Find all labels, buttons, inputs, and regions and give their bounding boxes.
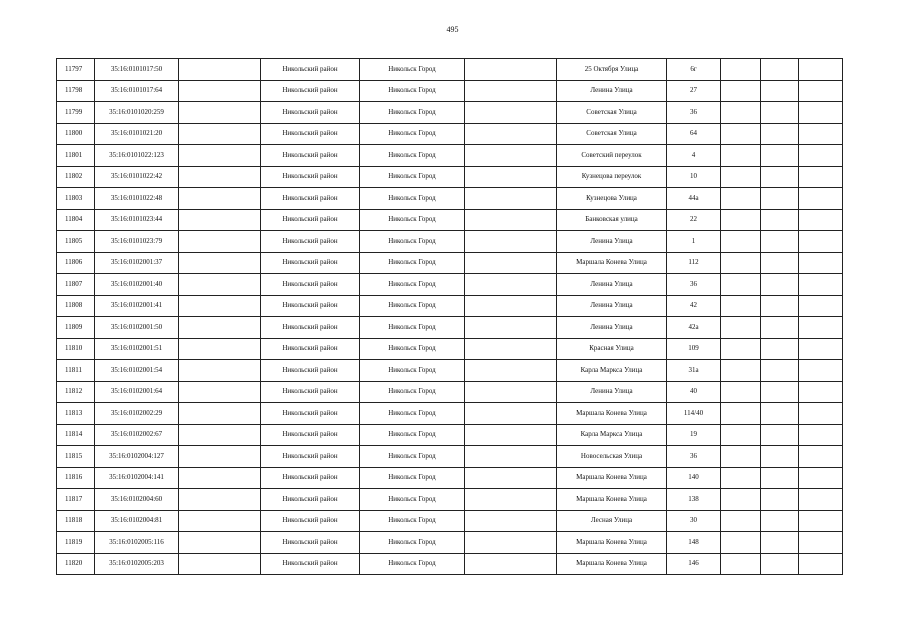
cell-empty — [761, 381, 799, 403]
cell-empty — [179, 209, 261, 231]
cell-empty — [465, 446, 557, 468]
cell-record-number: 11809 — [57, 317, 95, 339]
cell-empty — [179, 80, 261, 102]
cell-empty — [179, 145, 261, 167]
cell-street: Ленина Улица — [557, 381, 667, 403]
cell-city: Никольск Город — [360, 274, 465, 296]
cell-empty — [465, 231, 557, 253]
cell-empty — [721, 510, 761, 532]
cell-record-number: 11812 — [57, 381, 95, 403]
cell-district: Никольский район — [261, 295, 360, 317]
cell-street: Советская Улица — [557, 102, 667, 124]
cell-record-number: 11820 — [57, 553, 95, 575]
cell-house-number: 36 — [667, 102, 721, 124]
cell-record-number: 11802 — [57, 166, 95, 188]
cell-record-number: 11816 — [57, 467, 95, 489]
cell-city: Никольск Город — [360, 295, 465, 317]
cell-empty — [799, 274, 843, 296]
cell-city: Никольск Город — [360, 188, 465, 210]
cell-house-number: 44а — [667, 188, 721, 210]
cell-house-number: 27 — [667, 80, 721, 102]
cell-district: Никольский район — [261, 403, 360, 425]
cell-street: Карла Маркса Улица — [557, 424, 667, 446]
cell-empty — [761, 231, 799, 253]
cell-empty — [761, 145, 799, 167]
cell-cadastral-number: 35:16:0102005:203 — [95, 553, 179, 575]
table-row — [57, 360, 843, 382]
cell-house-number: 140 — [667, 467, 721, 489]
cell-cadastral-number: 35:16:0101022:48 — [95, 188, 179, 210]
cell-empty — [465, 403, 557, 425]
cell-street: Маршала Конева Улица — [557, 553, 667, 575]
cell-district: Никольский район — [261, 532, 360, 554]
cell-cadastral-number: 35:16:0102001:64 — [95, 381, 179, 403]
cell-district: Никольский район — [261, 123, 360, 145]
table-body — [57, 59, 843, 575]
table-row — [57, 317, 843, 339]
cell-empty — [799, 510, 843, 532]
cell-empty — [179, 274, 261, 296]
cell-empty — [761, 80, 799, 102]
cell-empty — [179, 403, 261, 425]
cell-house-number: 1 — [667, 231, 721, 253]
cell-empty — [179, 317, 261, 339]
cell-empty — [465, 489, 557, 511]
cell-empty — [465, 532, 557, 554]
cell-cadastral-number: 35:16:0101022:42 — [95, 166, 179, 188]
cell-record-number: 11817 — [57, 489, 95, 511]
cell-record-number: 11819 — [57, 532, 95, 554]
cell-city: Никольск Город — [360, 446, 465, 468]
cell-house-number: 109 — [667, 338, 721, 360]
cell-empty — [721, 209, 761, 231]
cell-record-number: 11815 — [57, 446, 95, 468]
cell-cadastral-number: 35:16:0101022:123 — [95, 145, 179, 167]
cell-empty — [761, 59, 799, 81]
cell-district: Никольский район — [261, 59, 360, 81]
cell-city: Никольск Город — [360, 145, 465, 167]
cell-empty — [799, 295, 843, 317]
cell-empty — [761, 338, 799, 360]
cell-empty — [799, 317, 843, 339]
cell-cadastral-number: 35:16:0101021:20 — [95, 123, 179, 145]
cell-house-number: 22 — [667, 209, 721, 231]
cell-empty — [179, 123, 261, 145]
cell-house-number: 64 — [667, 123, 721, 145]
cell-empty — [721, 317, 761, 339]
cell-empty — [721, 338, 761, 360]
cell-empty — [179, 252, 261, 274]
cell-district: Никольский район — [261, 446, 360, 468]
cell-empty — [721, 166, 761, 188]
cell-empty — [799, 360, 843, 382]
cell-empty — [761, 274, 799, 296]
cell-empty — [799, 59, 843, 81]
cell-empty — [465, 123, 557, 145]
cell-district: Никольский район — [261, 102, 360, 124]
cell-cadastral-number: 35:16:0102002:29 — [95, 403, 179, 425]
table-row — [57, 510, 843, 532]
cell-empty — [721, 80, 761, 102]
cell-cadastral-number: 35:16:0102004:60 — [95, 489, 179, 511]
cell-house-number: 42а — [667, 317, 721, 339]
cell-cadastral-number: 35:16:0101017:50 — [95, 59, 179, 81]
cell-district: Никольский район — [261, 209, 360, 231]
cell-record-number: 11813 — [57, 403, 95, 425]
cell-empty — [761, 424, 799, 446]
cell-record-number: 11806 — [57, 252, 95, 274]
cell-house-number: 40 — [667, 381, 721, 403]
cell-empty — [721, 123, 761, 145]
table-row — [57, 274, 843, 296]
table-row — [57, 553, 843, 575]
cell-city: Никольск Город — [360, 553, 465, 575]
cell-city: Никольск Город — [360, 166, 465, 188]
cell-street: Советская Улица — [557, 123, 667, 145]
cell-street: Ленина Улица — [557, 317, 667, 339]
cell-district: Никольский район — [261, 274, 360, 296]
cell-empty — [179, 510, 261, 532]
cell-record-number: 11801 — [57, 145, 95, 167]
cell-street: Маршала Конева Улица — [557, 403, 667, 425]
cell-empty — [179, 467, 261, 489]
cell-house-number: 112 — [667, 252, 721, 274]
cell-city: Никольск Город — [360, 209, 465, 231]
cell-empty — [799, 252, 843, 274]
cell-empty — [761, 295, 799, 317]
cell-empty — [465, 102, 557, 124]
cell-district: Никольский район — [261, 489, 360, 511]
cell-street: Маршала Конева Улица — [557, 489, 667, 511]
cell-record-number: 11803 — [57, 188, 95, 210]
table-row — [57, 489, 843, 511]
cell-empty — [465, 424, 557, 446]
cell-city: Никольск Город — [360, 123, 465, 145]
table-row — [57, 80, 843, 102]
cell-empty — [799, 209, 843, 231]
table-row — [57, 424, 843, 446]
cell-street: Лесная Улица — [557, 510, 667, 532]
cell-city: Никольск Город — [360, 80, 465, 102]
cell-cadastral-number: 35:16:0102001:40 — [95, 274, 179, 296]
table-row — [57, 295, 843, 317]
cell-empty — [179, 166, 261, 188]
cell-street: Карла Маркса Улица — [557, 360, 667, 382]
page-number: 495 — [446, 25, 459, 34]
table-row — [57, 446, 843, 468]
cell-street: Маршала Конева Улица — [557, 532, 667, 554]
table-row — [57, 338, 843, 360]
cell-district: Никольский район — [261, 510, 360, 532]
cell-record-number: 11797 — [57, 59, 95, 81]
cell-record-number: 11800 — [57, 123, 95, 145]
cell-empty — [721, 59, 761, 81]
cell-empty — [721, 467, 761, 489]
cell-empty — [721, 295, 761, 317]
cell-empty — [465, 510, 557, 532]
cell-district: Никольский район — [261, 145, 360, 167]
table-row — [57, 209, 843, 231]
table-row — [57, 467, 843, 489]
cell-empty — [465, 145, 557, 167]
cell-street: Кузнецова Улица — [557, 188, 667, 210]
cell-empty — [465, 360, 557, 382]
table-row — [57, 532, 843, 554]
cell-city: Никольск Город — [360, 59, 465, 81]
cell-empty — [761, 209, 799, 231]
cell-empty — [465, 59, 557, 81]
cell-house-number: 36 — [667, 274, 721, 296]
cell-house-number: 146 — [667, 553, 721, 575]
cell-house-number: 114/40 — [667, 403, 721, 425]
cell-empty — [799, 553, 843, 575]
cell-empty — [799, 145, 843, 167]
cell-empty — [799, 467, 843, 489]
cell-cadastral-number: 35:16:0101020:259 — [95, 102, 179, 124]
cell-empty — [179, 360, 261, 382]
cell-city: Никольск Город — [360, 510, 465, 532]
cell-empty — [465, 252, 557, 274]
cell-city: Никольск Город — [360, 532, 465, 554]
cell-empty — [179, 338, 261, 360]
cell-record-number: 11808 — [57, 295, 95, 317]
cell-empty — [761, 403, 799, 425]
cell-empty — [179, 59, 261, 81]
cell-city: Никольск Город — [360, 338, 465, 360]
cell-empty — [799, 188, 843, 210]
cell-cadastral-number: 35:16:0101023:79 — [95, 231, 179, 253]
cell-city: Никольск Город — [360, 489, 465, 511]
cell-street: Красная Улица — [557, 338, 667, 360]
cell-record-number: 11804 — [57, 209, 95, 231]
cell-empty — [465, 467, 557, 489]
cell-empty — [799, 102, 843, 124]
cell-district: Никольский район — [261, 467, 360, 489]
cell-empty — [179, 424, 261, 446]
cell-cadastral-number: 35:16:0102005:116 — [95, 532, 179, 554]
cell-record-number: 11818 — [57, 510, 95, 532]
table-row — [57, 381, 843, 403]
cell-empty — [465, 338, 557, 360]
cell-empty — [721, 403, 761, 425]
cell-empty — [179, 231, 261, 253]
cell-house-number: 36 — [667, 446, 721, 468]
property-registry-table — [56, 58, 843, 575]
cell-empty — [721, 424, 761, 446]
table-row — [57, 102, 843, 124]
cell-empty — [179, 446, 261, 468]
cell-empty — [465, 381, 557, 403]
cell-empty — [761, 123, 799, 145]
cell-empty — [179, 381, 261, 403]
cell-cadastral-number: 35:16:0102001:50 — [95, 317, 179, 339]
cell-empty — [761, 553, 799, 575]
cell-record-number: 11799 — [57, 102, 95, 124]
cell-empty — [721, 252, 761, 274]
cell-house-number: 19 — [667, 424, 721, 446]
cell-empty — [179, 188, 261, 210]
cell-house-number: 4 — [667, 145, 721, 167]
cell-cadastral-number: 35:16:0102004:127 — [95, 446, 179, 468]
cell-empty — [465, 553, 557, 575]
cell-empty — [465, 274, 557, 296]
cell-empty — [721, 274, 761, 296]
cell-district: Никольский район — [261, 338, 360, 360]
cell-street: Банковская улица — [557, 209, 667, 231]
cell-empty — [799, 166, 843, 188]
cell-empty — [465, 166, 557, 188]
cell-empty — [465, 209, 557, 231]
cell-empty — [761, 510, 799, 532]
cell-empty — [465, 80, 557, 102]
cell-cadastral-number: 35:16:0102001:37 — [95, 252, 179, 274]
cell-empty — [465, 317, 557, 339]
cell-district: Никольский район — [261, 188, 360, 210]
cell-house-number: 138 — [667, 489, 721, 511]
cell-cadastral-number: 35:16:0101023:44 — [95, 209, 179, 231]
cell-street: Ленина Улица — [557, 80, 667, 102]
cell-street: Ленина Улица — [557, 295, 667, 317]
cell-empty — [761, 360, 799, 382]
cell-city: Никольск Город — [360, 231, 465, 253]
cell-empty — [721, 360, 761, 382]
cell-house-number: 30 — [667, 510, 721, 532]
cell-cadastral-number: 35:16:0101017:64 — [95, 80, 179, 102]
cell-record-number: 11805 — [57, 231, 95, 253]
cell-city: Никольск Город — [360, 317, 465, 339]
cell-empty — [799, 403, 843, 425]
cell-record-number: 11810 — [57, 338, 95, 360]
cell-street: Ленина Улица — [557, 231, 667, 253]
cell-empty — [721, 381, 761, 403]
cell-empty — [179, 102, 261, 124]
cell-empty — [799, 489, 843, 511]
table-row — [57, 403, 843, 425]
cell-empty — [799, 381, 843, 403]
cell-empty — [799, 80, 843, 102]
cell-empty — [465, 188, 557, 210]
table-row — [57, 252, 843, 274]
cell-district: Никольский район — [261, 424, 360, 446]
cell-city: Никольск Город — [360, 424, 465, 446]
cell-cadastral-number: 35:16:0102001:51 — [95, 338, 179, 360]
table-row — [57, 188, 843, 210]
cell-empty — [761, 166, 799, 188]
cell-house-number: 10 — [667, 166, 721, 188]
cell-street: 25 Октября Улица — [557, 59, 667, 81]
cell-record-number: 11798 — [57, 80, 95, 102]
cell-cadastral-number: 35:16:0102001:54 — [95, 360, 179, 382]
table-row — [57, 123, 843, 145]
cell-street: Ленина Улица — [557, 274, 667, 296]
cell-city: Никольск Город — [360, 102, 465, 124]
cell-empty — [799, 231, 843, 253]
cell-house-number: 6г — [667, 59, 721, 81]
cell-empty — [799, 123, 843, 145]
cell-empty — [721, 188, 761, 210]
cell-cadastral-number: 35:16:0102001:41 — [95, 295, 179, 317]
cell-empty — [761, 446, 799, 468]
cell-district: Никольский район — [261, 80, 360, 102]
cell-empty — [721, 231, 761, 253]
cell-empty — [721, 532, 761, 554]
cell-record-number: 11811 — [57, 360, 95, 382]
cell-house-number: 148 — [667, 532, 721, 554]
cell-empty — [721, 489, 761, 511]
cell-city: Никольск Город — [360, 403, 465, 425]
cell-empty — [761, 467, 799, 489]
cell-city: Никольск Город — [360, 360, 465, 382]
cell-empty — [761, 188, 799, 210]
cell-empty — [761, 317, 799, 339]
cell-record-number: 11814 — [57, 424, 95, 446]
cell-cadastral-number: 35:16:0102004:141 — [95, 467, 179, 489]
cell-district: Никольский район — [261, 553, 360, 575]
cell-empty — [179, 553, 261, 575]
table-row — [57, 231, 843, 253]
cell-district: Никольский район — [261, 231, 360, 253]
cell-district: Никольский район — [261, 381, 360, 403]
cell-city: Никольск Город — [360, 381, 465, 403]
cell-empty — [179, 295, 261, 317]
cell-empty — [721, 145, 761, 167]
cell-empty — [721, 553, 761, 575]
cell-street: Кузнецова переулок — [557, 166, 667, 188]
cell-record-number: 11807 — [57, 274, 95, 296]
table-row — [57, 59, 843, 81]
cell-street: Новосельская Улица — [557, 446, 667, 468]
cell-empty — [465, 295, 557, 317]
cell-district: Никольский район — [261, 360, 360, 382]
cell-cadastral-number: 35:16:0102002:67 — [95, 424, 179, 446]
cell-empty — [761, 532, 799, 554]
cell-house-number: 31а — [667, 360, 721, 382]
cell-empty — [799, 338, 843, 360]
cell-house-number: 42 — [667, 295, 721, 317]
cell-empty — [799, 446, 843, 468]
cell-empty — [761, 102, 799, 124]
cell-empty — [179, 489, 261, 511]
cell-city: Никольск Город — [360, 467, 465, 489]
cell-empty — [721, 446, 761, 468]
cell-empty — [799, 532, 843, 554]
cell-district: Никольский район — [261, 317, 360, 339]
cell-cadastral-number: 35:16:0102004:81 — [95, 510, 179, 532]
table-row — [57, 145, 843, 167]
cell-street: Маршала Конева Улица — [557, 252, 667, 274]
cell-empty — [761, 252, 799, 274]
cell-empty — [179, 532, 261, 554]
cell-street: Маршала Конева Улица — [557, 467, 667, 489]
cell-district: Никольский район — [261, 252, 360, 274]
table-row — [57, 166, 843, 188]
cell-district: Никольский район — [261, 166, 360, 188]
cell-city: Никольск Город — [360, 252, 465, 274]
cell-empty — [721, 102, 761, 124]
cell-street: Советский переулок — [557, 145, 667, 167]
cell-empty — [799, 424, 843, 446]
cell-empty — [761, 489, 799, 511]
